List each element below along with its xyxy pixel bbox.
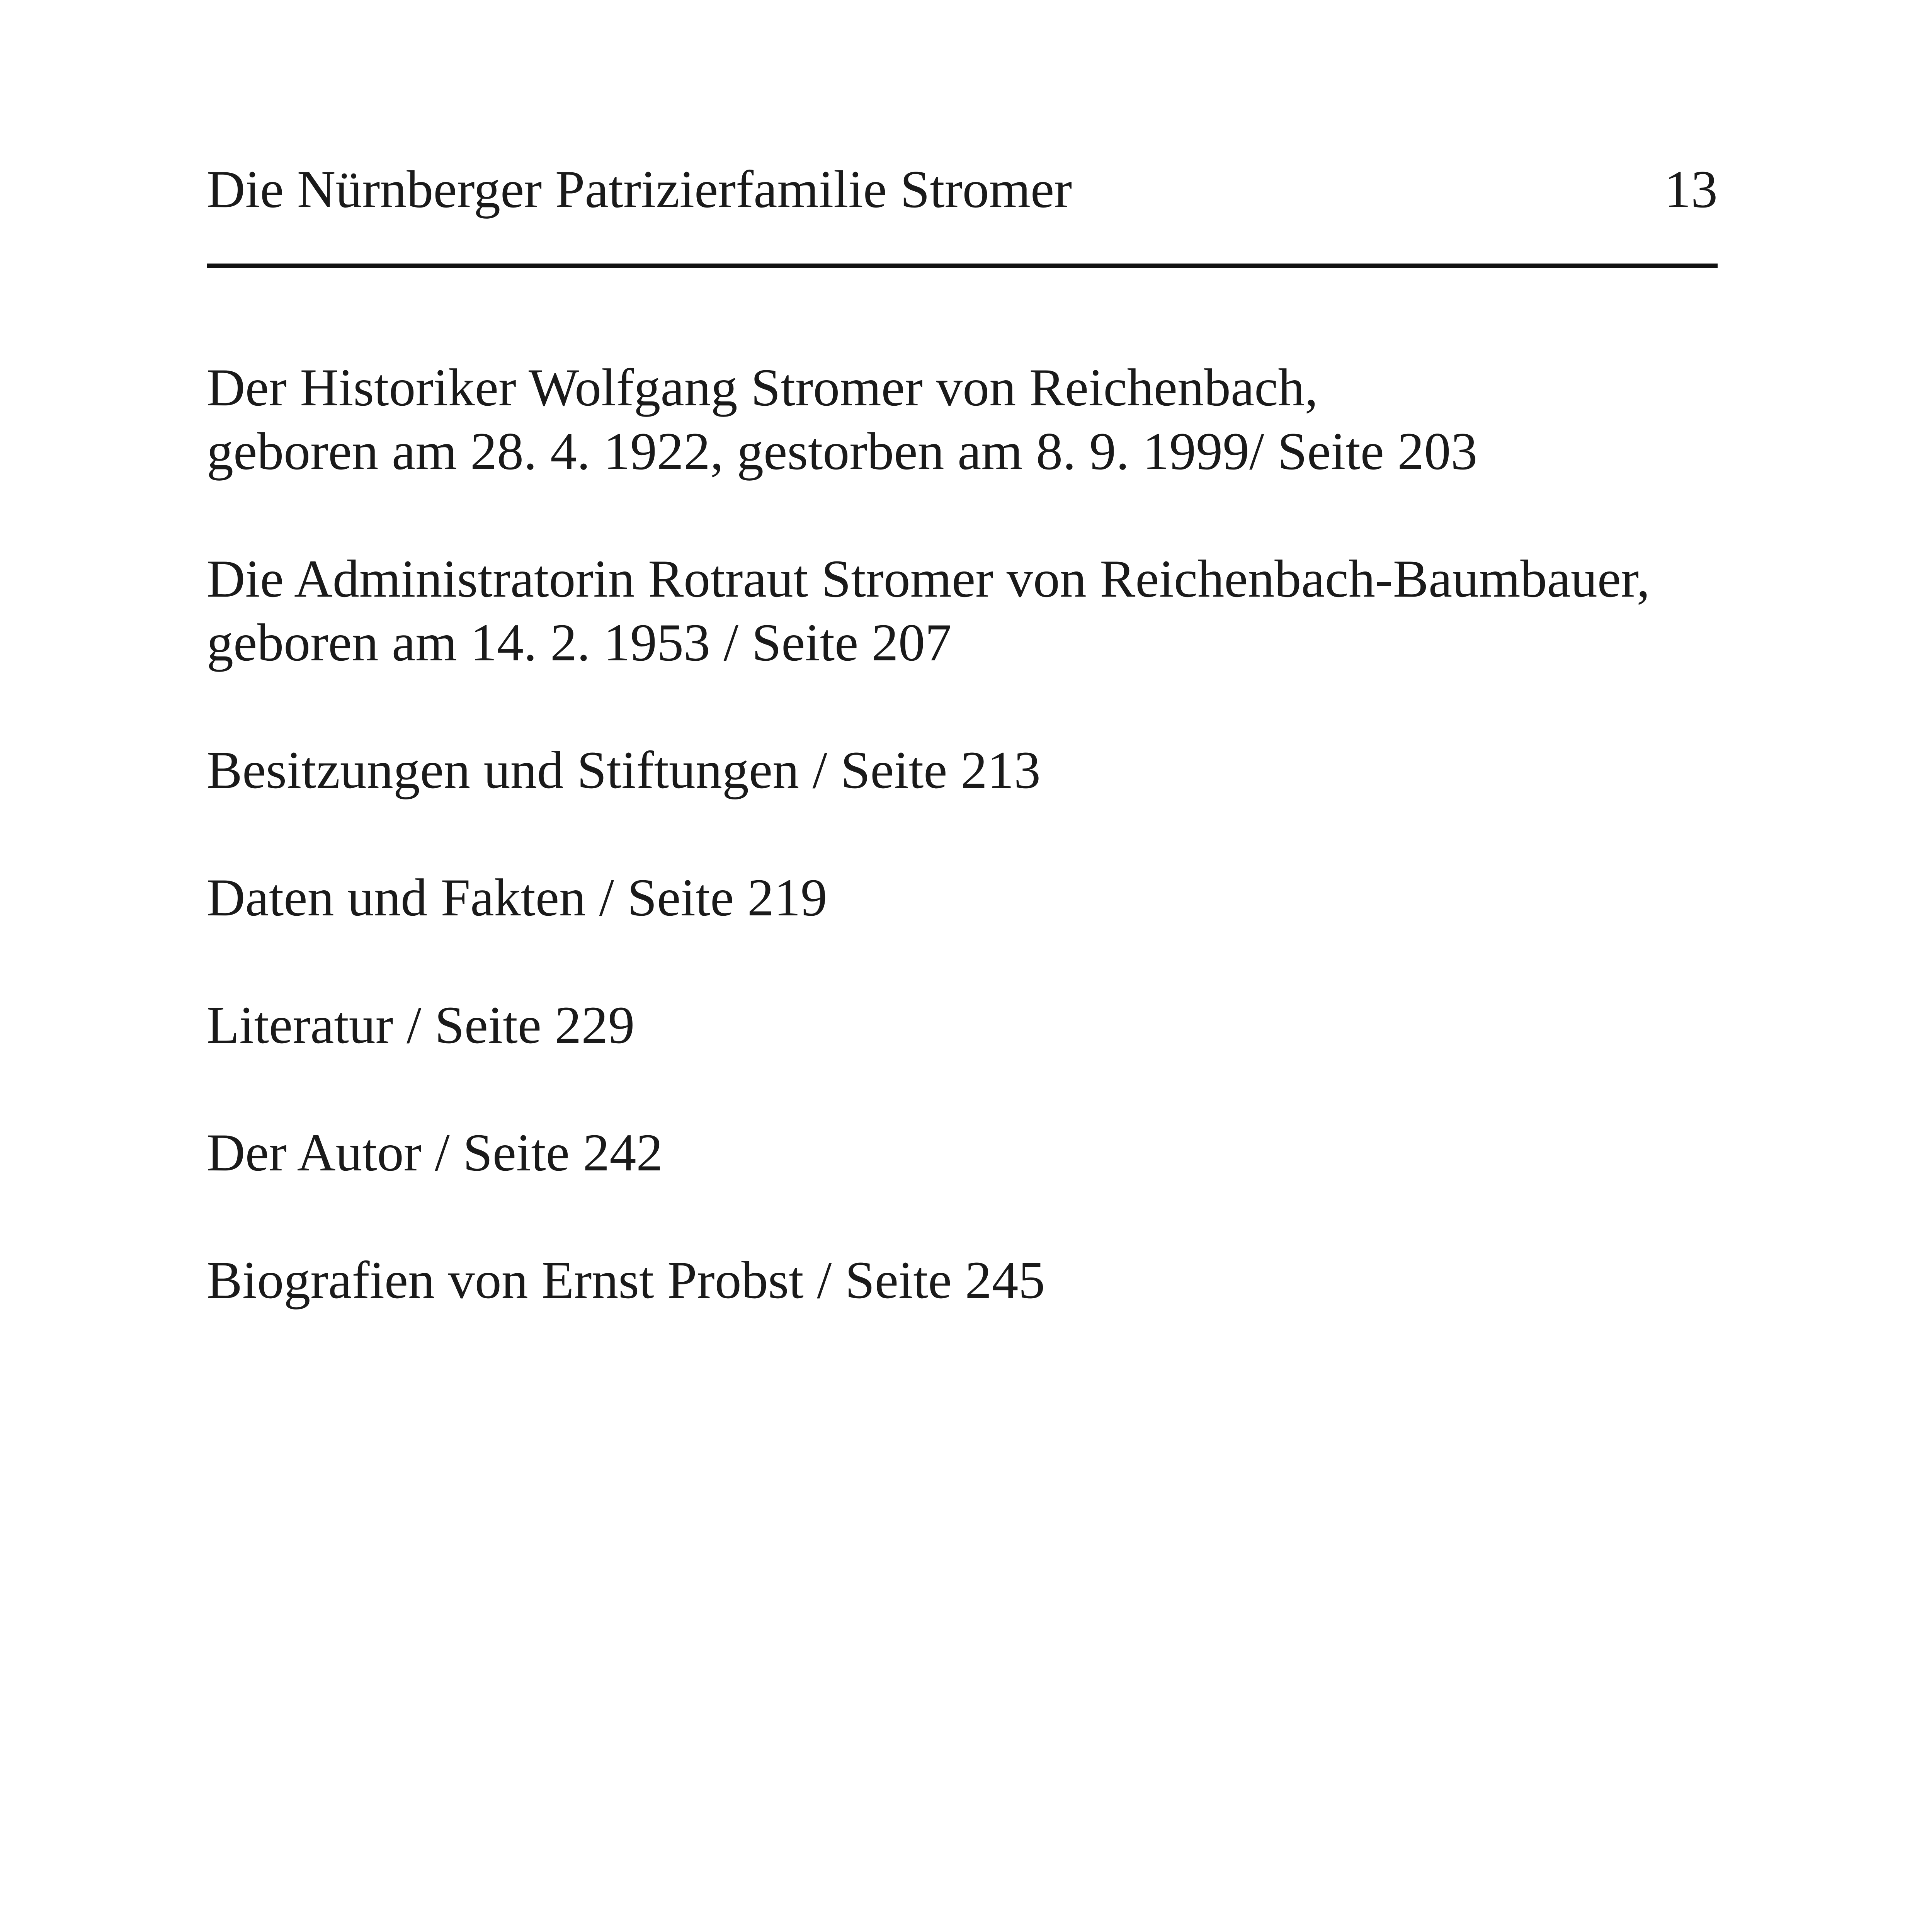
toc-entry-line: Der Historiker Wolfgang Stromer von Reichenbach, [207, 358, 1318, 417]
toc-entry [207, 1121, 1718, 1184]
toc-entry-line: geboren am 28. 4. 1922, gestorben am 8. 9. 1999/ Seite 203 [207, 422, 1478, 481]
toc-entry [207, 993, 1718, 1057]
table-of-contents [207, 355, 1718, 1376]
toc-entry [207, 355, 1718, 483]
page-header [207, 156, 1718, 222]
toc-entry [207, 866, 1718, 929]
toc-entry-line: Daten und Fakten / Seite 219 [207, 868, 827, 927]
toc-entry [207, 738, 1718, 802]
page-number: 13 [1664, 160, 1718, 219]
header-rule [207, 264, 1718, 268]
toc-entry-line: Der Autor / Seite 242 [207, 1123, 663, 1182]
toc-entry-line: Die Administratorin Rotraut Stromer von Reichenbach-Baumbauer, [207, 549, 1650, 608]
toc-entry-line: Literatur / Seite 229 [207, 995, 635, 1054]
toc-entry [207, 1248, 1718, 1312]
toc-entry-line: Biografien von Ernst Probst / Seite 245 [207, 1250, 1045, 1310]
toc-entry-line: Besitzungen und Stiftungen / Seite 213 [207, 740, 1041, 799]
toc-entry [207, 547, 1718, 674]
toc-entry-line: geboren am 14. 2. 1953 / Seite 207 [207, 613, 952, 672]
running-title: Die Nürnberger Patrizierfamilie Stromer [207, 160, 1072, 219]
